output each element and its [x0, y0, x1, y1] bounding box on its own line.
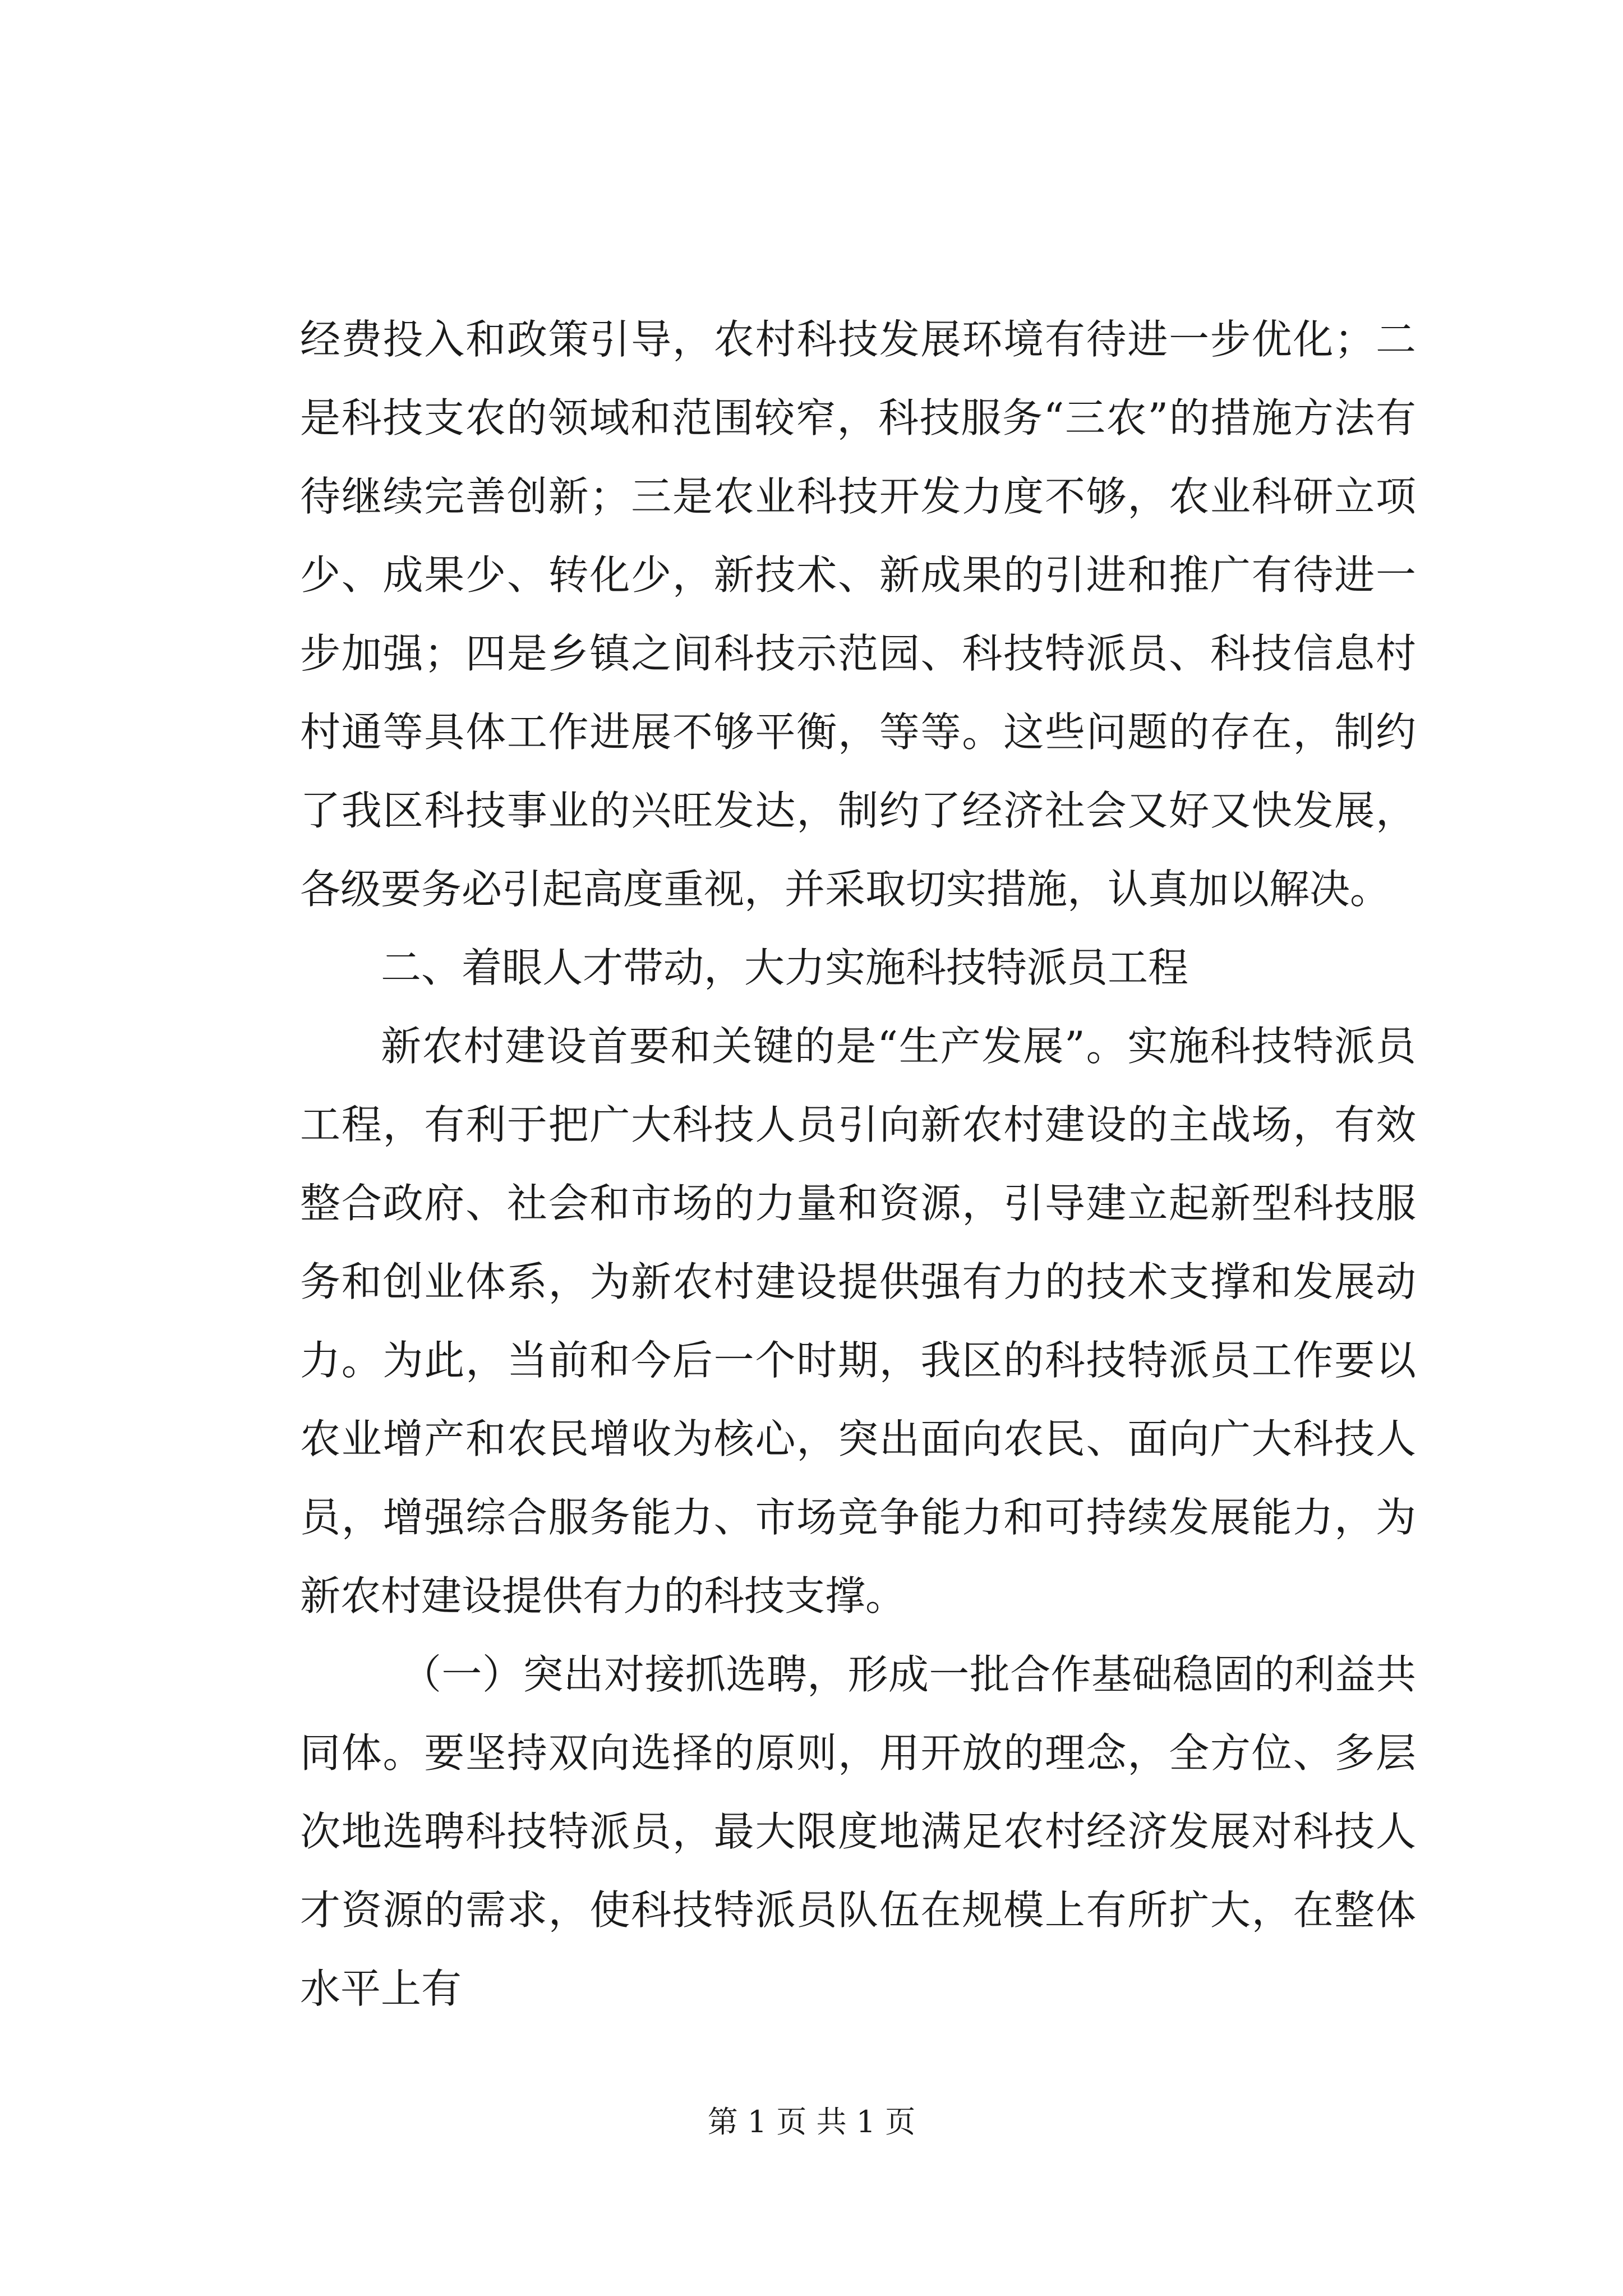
document-body [300, 300, 1416, 2028]
paragraph-subsection-1: （一）突出对接抓选聘，形成一批合作基础稳固的利益共同体。要坚持双向选择的原则，用开放的理念，全方位、多层次地选聘科技特派员，最大限度地满足农村经济发展对科技人才资源的需求，使科技特派员队伍在规模上有所扩大，在整体水平上有 [300, 1651, 1416, 2012]
page-footer: 第 1 页 共 1 页 [707, 2104, 916, 2139]
paragraph-continuation: 经费投入和政策引导，农村科技发展环境有待进一步优化；二是科技支农的领域和范围较窄，科技服务“三农”的措施方法有待继续完善创新；三是农业科技开发力度不够，农业科研立项少、成果少、转化少，新技术、新成果的引进和推广有待进一步加强；四是乡镇之间科技示范园、科技特派员、科技信息村村通等具体工作进展不够平衡，等等。这些问题的存在，制约了我区科技事业的兴旺发达，制约了经济社会又好又快发展，各级要务必引起高度重视，并采取切实措施，认真加以解决。 [300, 316, 1416, 913]
paragraph-section-body: 新农村建设首要和关键的是“生产发展”。实施科技特派员工程，有利于把广大科技人员引向新农村建设的主战场，有效整合政府、社会和市场的力量和资源，引导建立起新型科技服务和创业体系，为新农村建设提供强有力的技术支撑和发展动力。为此，当前和今后一个时期，我区的科技特派员工作要以农业增产和农民增收为核心，突出面向农民、面向广大科技人员，增强综合服务能力、市场竞争能力和可持续发展能力，为新农村建设提供有力的科技支撑。 [300, 1023, 1416, 1619]
section-heading: 二、着眼人才带动，大力实施科技特派员工程 [381, 944, 1189, 991]
